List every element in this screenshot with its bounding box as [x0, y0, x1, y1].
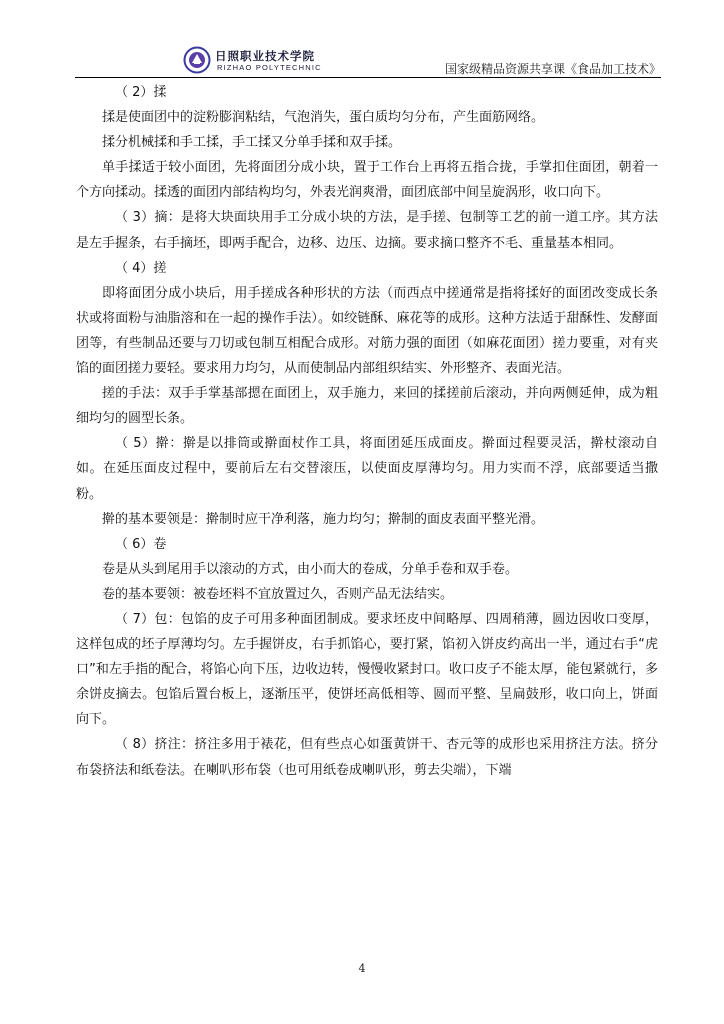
school-logo — [183, 46, 333, 74]
paragraph: （ 5）擀：擀是以排筒或擀面杖作工具，将面团延压成面皮。擀面过程要灵活，擀杖滚动自如。在延压面皮过程中，要前后左右交替滚压，以使面皮厚薄均匀。用力实而不浮，底部要适当撒粉。 — [76, 436, 658, 502]
school-emblem-icon — [183, 46, 211, 74]
school-name-cn: 日照职业技术学院 — [215, 49, 315, 63]
paragraph: 卷是从头到尾用手以滚动的方式，由小而大的卷成，分单手卷和双手卷。 — [102, 561, 519, 577]
paragraph: 擀的基本要领是：擀制时应干净利落，施力均匀；擀制的面皮表面平整光滑。 — [102, 511, 545, 527]
document-body — [76, 80, 658, 783]
paragraph: （ 7）包：包馅的皮子可用多种面团制成。要求坯皮中间略厚、四周稍薄，圆边因收口变厚，这样包成的坯子厚薄均匀。左手握饼皮，右手抓馅心，要打紧，馅初入饼皮约高出一半，通过右手“虎口”和左手指的配合，将馅心向下压，边收边转，慢慢收紧封口。收口皮子不能太厚，能包紧就行，多余饼皮摘去。包馅后置台板上，逐渐压平，使饼坯高低相等、圆而平整、呈扁鼓形，收口向上，饼面向下。 — [76, 611, 658, 728]
section-heading: （ 6）卷 — [115, 536, 167, 552]
paragraph: （ 8）挤注：挤注多用于裱花，但有些点心如蛋黄饼干、杏元等的成形也采用挤注方法。挤分布袋挤法和纸卷法。在喇叭形布袋（也可用纸卷成喇叭形，剪去尖端），下端 — [76, 737, 658, 778]
page-header — [75, 44, 661, 78]
header-divider — [75, 77, 661, 78]
school-name-en: RIZHAO POLYTECHNIC — [217, 63, 322, 72]
paragraph: （ 3）摘：是将大块面块用手工分成小块的方法，是手搓、包制等工艺的前一道工序。其方法是左手握条，右手摘坯，即两手配合，边移、边压、边摘。要求摘口整齐不毛、重量基本相同。 — [76, 210, 658, 251]
paragraph: 搓的手法：双手手掌基部摁在面团上，双手施力，来回的揉搓前后滚动，并向两侧延伸，成为粗细均匀的圆型长条。 — [76, 386, 658, 427]
paragraph: 即将面团分成小块后，用手搓成各种形状的方法（而西点中搓通常是指将揉好的面团改变成长条状或将面粉与油脂溶和在一起的操作手法）。如绞链酥、麻花等的成形。这种方法适于甜酥性、发酵面团等，有些制品还要与刀切或包制互相配合成形。对筋力强的面团（如麻花面团）搓力要重，对有夹馅的面团搓力要轻。要求用力均匀，从而使制品内部组织结实、外形整齐、表面光洁。 — [76, 285, 658, 377]
paragraph: 揉分机械揉和手工揉，手工揉又分单手揉和双手揉。 — [102, 135, 402, 151]
page-number: 4 — [358, 962, 366, 975]
course-title: 国家级精品资源共享课《食品加工技术》 — [444, 62, 661, 76]
paragraph: 单手揉适于较小面团，先将面团分成小块，置于工作台上再将五指合拢，手掌扣住面团，朝着一个方向揉动。揉透的面团内部结构均匀，外表光润爽滑，面团底部中间呈旋涡形，收口向下。 — [76, 160, 658, 201]
paragraph: 卷的基本要领：被卷坯料不宜放置过久，否则产品无法结实。 — [102, 586, 454, 602]
paragraph: 揉是使面团中的淀粉膨润粘结，气泡消失，蛋白质均匀分布，产生面筋网络。 — [102, 110, 545, 126]
section-heading: （ 4）搓 — [115, 260, 167, 276]
section-heading: （ 2）揉 — [115, 85, 167, 100]
